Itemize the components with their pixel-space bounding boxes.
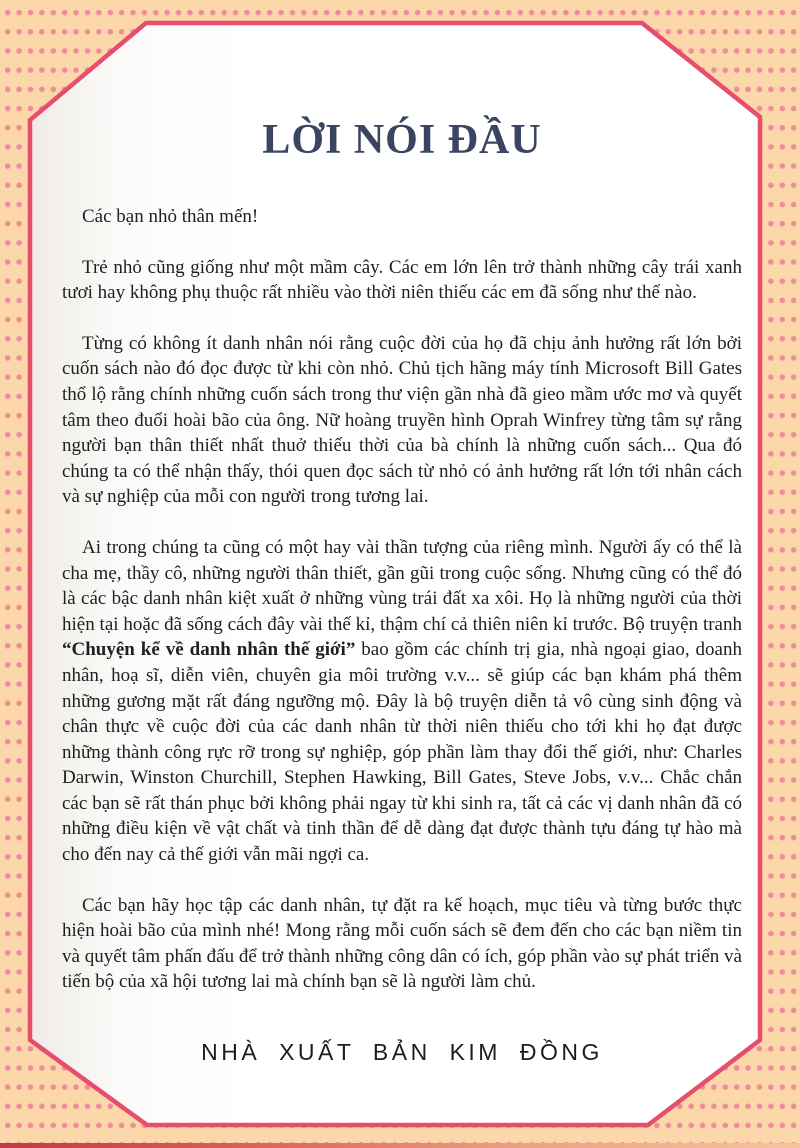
paragraph-3-text-before: Ai trong chúng ta cũng có một hay vài thần tượng của riêng mình. Người ấy có thể là cha mẹ, thầy cô, những người thân thiết, gần gũi trong cuộc sống. Nhưng cũng có thể đó là các bậc danh nhân kiệt xuất ở những vùng trái đất xa xôi. Họ là những người của thời hiện tại hoặc đã sống cách đây vài thế kỉ, thậm chí cả thiên niên kỉ trước. Bộ truyện tranh bbox=[62, 536, 742, 635]
paragraph-3-text-after: bao gồm các chính trị gia, nhà ngoại giao, doanh nhân, hoạ sĩ, diễn viên, chuyên gia môi trường v.v... sẽ giúp các bạn khám phá thêm những gương mặt rất đáng ngưỡng mộ. Đây là bộ truyện diễn tả vô cùng sinh động và chân thực về cuộc đời của các danh nhân từ thời niên thiếu cho tới khi họ đạt được những thành công rực rỡ trong sự nghiệp, góp phần làm thay đổi thế giới, như: Charles Darwin, Winston Churchill, Stephen Hawking, Bill Gates, Steve Jobs, v.v... Chắc chắn các bạn sẽ rất thán phục bởi không phải ngay từ khi sinh ra, tất cả các vị danh nhân đã có những điều kiện về vật chất và tinh thần để dễ dàng đạt được thành tựu đáng tự hào mà cho đến nay cả thế giới vẫn mãi ngợi ca. bbox=[62, 639, 742, 866]
greeting-line: Các bạn nhỏ thân mến! bbox=[82, 206, 259, 227]
page-title: LỜI NÓI ĐẦU bbox=[262, 117, 542, 163]
page-bottom-edge bbox=[0, 1143, 800, 1148]
publisher-name: NHÀ XUẤT BẢN KIM ĐỒNG bbox=[201, 1039, 603, 1066]
paragraph-4: Các bạn hãy học tập các danh nhân, tự đặt ra kế hoạch, mục tiêu và từng bước thực hiện hoài bão của mình nhé! Mong rằng mỗi cuốn sách sẽ đem đến cho các bạn niềm tin và quyết tâm phấn đấu để trở thành những công dân có ích, góp phần vào sự phát triển và tiến bộ của xã hội tương lai mà chính bạn sẽ là người làm chủ. bbox=[62, 894, 742, 993]
series-title: “Chuyện kể về danh nhân thế giới” bbox=[62, 639, 356, 661]
paragraph-3 bbox=[62, 535, 742, 868]
paragraph-2: Từng có không ít danh nhân nói rằng cuộc đời của họ đã chịu ảnh hưởng rất lớn bởi cuốn sách nào đó đọc được từ khi còn nhỏ. Chủ tịch hãng máy tính Microsoft Bill Gates thổ lộ rằng chính những cuốn sách trong thư viện gần nhà đã gieo mầm ước mơ và quyết tâm theo đuổi hoài bão của ông. Nữ hoàng truyền hình Oprah Winfrey từng tâm sự rằng người bạn thân thiết nhất thuở thiếu thời của bà chính là những cuốn sách... Qua đó chúng ta có thể nhận thấy, thói quen đọc sách từ nhỏ có ảnh hưởng rất lớn tới nhân cách và sự nghiệp của mỗi con người trong tương lai. bbox=[62, 332, 742, 508]
preface-content bbox=[62, 0, 742, 1066]
paragraph-1: Trẻ nhỏ cũng giống như một mầm cây. Các em lớn lên trở thành những cây trái xanh tươi hay không phụ thuộc rất nhiều vào thời niên thiếu các em đã sống như thế nào. bbox=[62, 256, 742, 304]
